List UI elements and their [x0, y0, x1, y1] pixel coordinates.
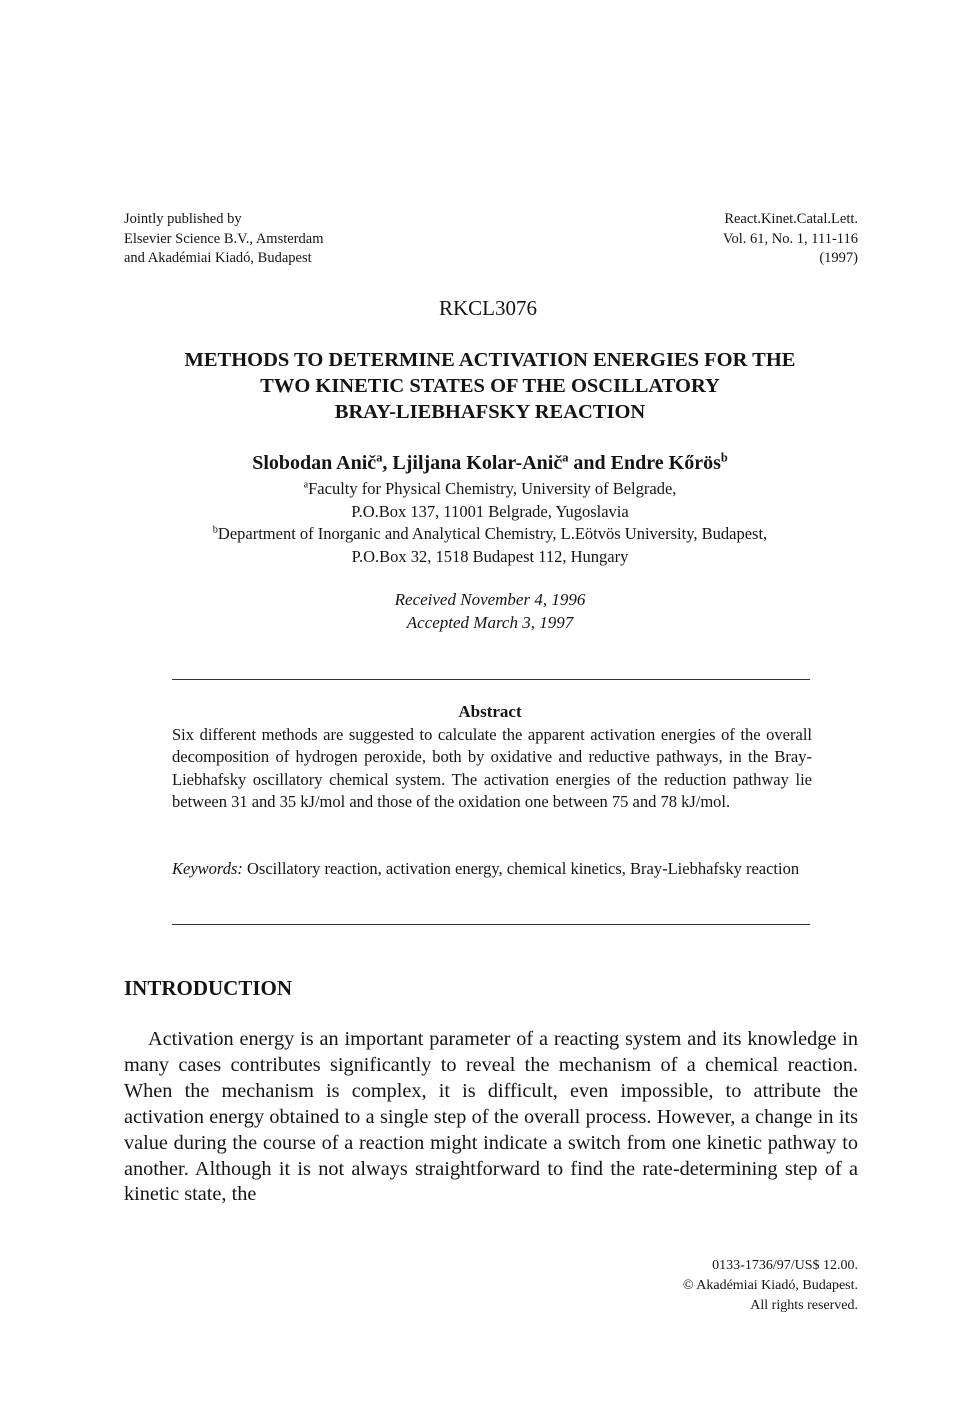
abstract-heading: Abstract: [458, 702, 522, 721]
author-name: Endre Kőrös: [610, 452, 721, 474]
journal-line: Vol. 61, No. 1, 111-116: [722, 230, 858, 247]
affiliation-b-line1: $^b$Department of Inorganic and Analytical Chemistry, L.Eötvös University, Budapest,: [212, 524, 768, 543]
publisher-block: [124, 210, 444, 269]
keywords: [172, 858, 812, 880]
introduction-heading: INTRODUCTION: [124, 976, 293, 1000]
title-line: TWO KINETIC STATES OF THE OSCILLATORY: [260, 375, 720, 397]
copyright-footer: [560, 1256, 858, 1316]
abstract-text: Six different methods are suggested to calculate the apparent activation energies of the overall decomposition of hydrogen peroxide, both by oxidative and reductive pathways, in the Bray-Liebhafsky oscillatory chemical system. The activation energies of the reduction pathway lie between 31 and 35 kJ/mol and those of the oxidation one between 75 and 78 kJ/mol.: [172, 725, 812, 812]
paper-title: [120, 347, 860, 425]
author-separator: and: [568, 452, 611, 474]
affiliation-a-line1: $^a$Faculty for Physical Chemistry, University of Belgrade,: [303, 479, 677, 498]
bottom-divider: [172, 924, 810, 925]
footer-line: All rights reserved.: [750, 1298, 858, 1313]
affiliation-mark: b: [212, 524, 218, 536]
footer-line: 0133-1736/97/US$ 12.00.: [712, 1258, 858, 1273]
keywords-label: Keywords:: [172, 859, 243, 878]
title-line: METHODS TO DETERMINE ACTIVATION ENERGIES FOR THE: [184, 349, 796, 371]
submission-dates: [120, 588, 860, 634]
introduction-paragraph: Activation energy is an important parameter of a reacting system and its knowledge in many cases contributes significantly to reveal the mechanism of a chemical reaction. When the mechanism is complex, it is difficult, even impossible, to attribute the activation energy obtained to a single step of the overall process. However, a change in its value during the course of a reaction might indicate a switch from one kinetic pathway to another. Although it is not always straightforward to find the rate-determining step of a kinetic state, the: [124, 1028, 858, 1206]
author-separator: ,: [382, 452, 393, 474]
author-affiliation-mark: a: [376, 450, 383, 465]
affiliation-a-line2: P.O.Box 137, 11001 Belgrade, Yugoslavia: [351, 501, 629, 521]
title-line: BRAY-LIEBHAFSKY REACTION: [334, 401, 646, 423]
affiliations: [120, 478, 860, 568]
keywords-text: Oscillatory reaction, activation energy, chemical kinetics, Bray-Liebhafsky reaction: [242, 859, 800, 878]
received-date: Received November 4, 1996: [394, 590, 586, 609]
journal-line: React.Kinet.Catal.Lett.: [724, 211, 858, 227]
journal-line: (1997): [819, 250, 858, 266]
publisher-line: and Akadémiai Kiadó, Budapest: [124, 250, 312, 266]
affiliation-mark: a: [303, 479, 309, 491]
footer-line: © Akadémiai Kiadó, Budapest.: [682, 1278, 858, 1293]
top-divider: [172, 679, 810, 680]
author-affiliation-mark: a: [562, 450, 569, 465]
author-name: Ljiljana Kolar-Anič: [392, 452, 563, 474]
accepted-date: Accepted March 3, 1997: [406, 613, 574, 632]
author-list: [120, 452, 860, 475]
article-code: RKCL3076: [438, 296, 537, 320]
publisher-line: Elsevier Science B.V., Amsterdam: [124, 230, 324, 247]
publisher-line: Jointly published by: [124, 211, 242, 227]
journal-citation-block: [620, 210, 858, 269]
author-affiliation-mark: b: [720, 450, 728, 465]
affiliation-b-line2: P.O.Box 32, 1518 Budapest 112, Hungary: [351, 546, 629, 566]
author-name: Slobodan Anič: [252, 452, 377, 474]
